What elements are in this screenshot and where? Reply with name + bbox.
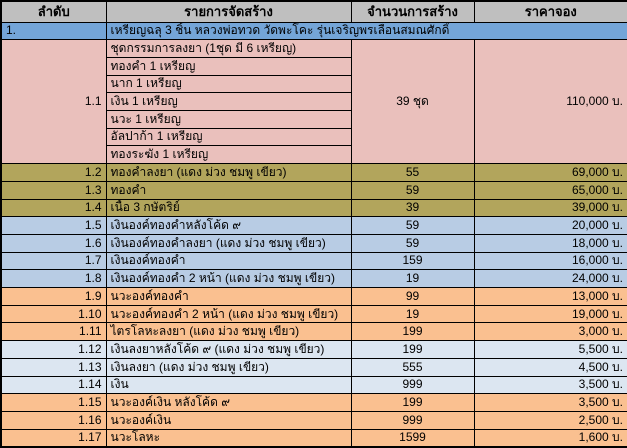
price: 3,500 บ. xyxy=(474,394,627,412)
item-name: เงินลงยา (แดง ม่วง ชมพู เขียว) xyxy=(106,358,351,376)
price: 2,500 บ. xyxy=(474,411,627,429)
price: 13,000 บ. xyxy=(474,288,627,306)
price: 4,500 บ. xyxy=(474,358,627,376)
item-name: นวะองค์เงิน หลังโค้ด ๙ xyxy=(106,394,351,412)
row-number: 1. xyxy=(1,22,106,40)
item-name: เงินองค์ทองคำลงยา (แดง ม่วง ชมพู เขียว) xyxy=(106,234,351,252)
row-number: 1.4 xyxy=(1,199,106,217)
price: 3,000 บ. xyxy=(474,323,627,341)
item-name: ทองคำ xyxy=(106,181,351,199)
table-header xyxy=(1,1,627,22)
item-name: เนื้อ 3 กษัตริย์ xyxy=(106,199,351,217)
quantity: 199 xyxy=(351,394,474,412)
table-row xyxy=(1,394,627,412)
table-row xyxy=(1,323,627,341)
price: 19,000 บ. xyxy=(474,305,627,323)
table-row xyxy=(1,429,627,447)
row-number: 1.1 xyxy=(1,40,106,164)
table-row xyxy=(1,358,627,376)
row-number: 1.9 xyxy=(1,288,106,306)
table-row xyxy=(1,288,627,306)
item-name: นวะองค์ทองคำ xyxy=(106,288,351,306)
price: 39,000 บ. xyxy=(474,199,627,217)
table-row xyxy=(1,164,627,182)
quantity: 59 xyxy=(351,217,474,235)
item-name: นวะองค์เงิน xyxy=(106,411,351,429)
item-name: เงินองค์ทองคำหลังโค้ด ๙ xyxy=(106,217,351,235)
item-name: ชุดกรรมการลงยา (1ชุด มี 6 เหรียญ) xyxy=(106,40,351,58)
table-row xyxy=(1,181,627,199)
table-row xyxy=(1,305,627,323)
row-number: 1.7 xyxy=(1,252,106,270)
quantity: 99 xyxy=(351,288,474,306)
table-row xyxy=(1,411,627,429)
row-number: 1.17 xyxy=(1,429,106,447)
price: 3,500 บ. xyxy=(474,376,627,394)
quantity: 59 xyxy=(351,234,474,252)
price: 110,000 บ. xyxy=(474,40,627,164)
header-row xyxy=(1,1,627,22)
item-name: ไตรโลหะลงยา (แดง ม่วง ชมพู เขียว) xyxy=(106,323,351,341)
price: 1,600 บ. xyxy=(474,429,627,447)
item-name: นวะองค์ทองคำ 2 หน้า (แดง ม่วง ชมพู เขียว) xyxy=(106,305,351,323)
table-row xyxy=(1,270,627,288)
row-number: 1.13 xyxy=(1,358,106,376)
column-header: รายการจัดสร้าง xyxy=(106,1,351,22)
quantity: 19 xyxy=(351,270,474,288)
quantity: 999 xyxy=(351,376,474,394)
item-name: เงินลงยาหลังโค้ด ๙ (แดง ม่วง ชมพู เขียว) xyxy=(106,341,351,359)
table-row xyxy=(1,217,627,235)
quantity: 39 xyxy=(351,199,474,217)
quantity: 19 xyxy=(351,305,474,323)
price: 69,000 บ. xyxy=(474,164,627,182)
quantity: 59 xyxy=(351,181,474,199)
quantity: 1599 xyxy=(351,429,474,447)
item-name: เงินองค์ทองคำ xyxy=(106,252,351,270)
row-number: 1.10 xyxy=(1,305,106,323)
quantity: 199 xyxy=(351,341,474,359)
row-number: 1.3 xyxy=(1,181,106,199)
quantity: 199 xyxy=(351,323,474,341)
column-header: ลำดับ xyxy=(1,1,106,22)
price: 24,000 บ. xyxy=(474,270,627,288)
column-header: จำนวนการสร้าง xyxy=(351,1,474,22)
section-title: เหรียญฉลุ 3 ชิ้น หลวงพ่อทวด วัดพะโคะ รุ่นเจริญพรเลื่อนสมณศักดิ์ xyxy=(106,22,627,40)
sub-item-name: นวะ 1 เหรียญ xyxy=(106,111,351,129)
sub-item-name: ทองคำ 1 เหรียญ xyxy=(106,57,351,75)
row-number: 1.6 xyxy=(1,234,106,252)
item-name: ทองคำลงยา (แดง ม่วง ชมพู เขียว) xyxy=(106,164,351,182)
row-number: 1.14 xyxy=(1,376,106,394)
column-header: ราคาจอง xyxy=(474,1,627,22)
item-name: เงิน xyxy=(106,376,351,394)
sub-item-name: นาก 1 เหรียญ xyxy=(106,75,351,93)
row-number: 1.8 xyxy=(1,270,106,288)
price: 65,000 บ. xyxy=(474,181,627,199)
sub-item-name: ทองระฆัง 1 เหรียญ xyxy=(106,146,351,164)
table-row xyxy=(1,199,627,217)
table-row xyxy=(1,376,627,394)
quantity: 999 xyxy=(351,411,474,429)
price: 5,500 บ. xyxy=(474,341,627,359)
quantity: 39 ชุด xyxy=(351,40,474,164)
table-row xyxy=(1,234,627,252)
row-number: 1.2 xyxy=(1,164,106,182)
price: 16,000 บ. xyxy=(474,252,627,270)
sub-item-name: อัลปาก้า 1 เหรียญ xyxy=(106,128,351,146)
table-body xyxy=(1,22,627,447)
price: 18,000 บ. xyxy=(474,234,627,252)
quantity: 159 xyxy=(351,252,474,270)
row-number: 1.12 xyxy=(1,341,106,359)
table-row xyxy=(1,341,627,359)
row-number: 1.11 xyxy=(1,323,106,341)
row-number: 1.16 xyxy=(1,411,106,429)
sub-item-name: เงิน 1 เหรียญ xyxy=(106,93,351,111)
row-number: 1.5 xyxy=(1,217,106,235)
price: 20,000 บ. xyxy=(474,217,627,235)
row-number: 1.15 xyxy=(1,394,106,412)
item-name: นวะโลหะ xyxy=(106,429,351,447)
quantity: 555 xyxy=(351,358,474,376)
table-row xyxy=(1,40,627,58)
quantity: 55 xyxy=(351,164,474,182)
table-row xyxy=(1,22,627,40)
item-name: เงินองค์ทองคำ 2 หน้า (แดง ม่วง ชมพู เขียว) xyxy=(106,270,351,288)
table-row xyxy=(1,252,627,270)
